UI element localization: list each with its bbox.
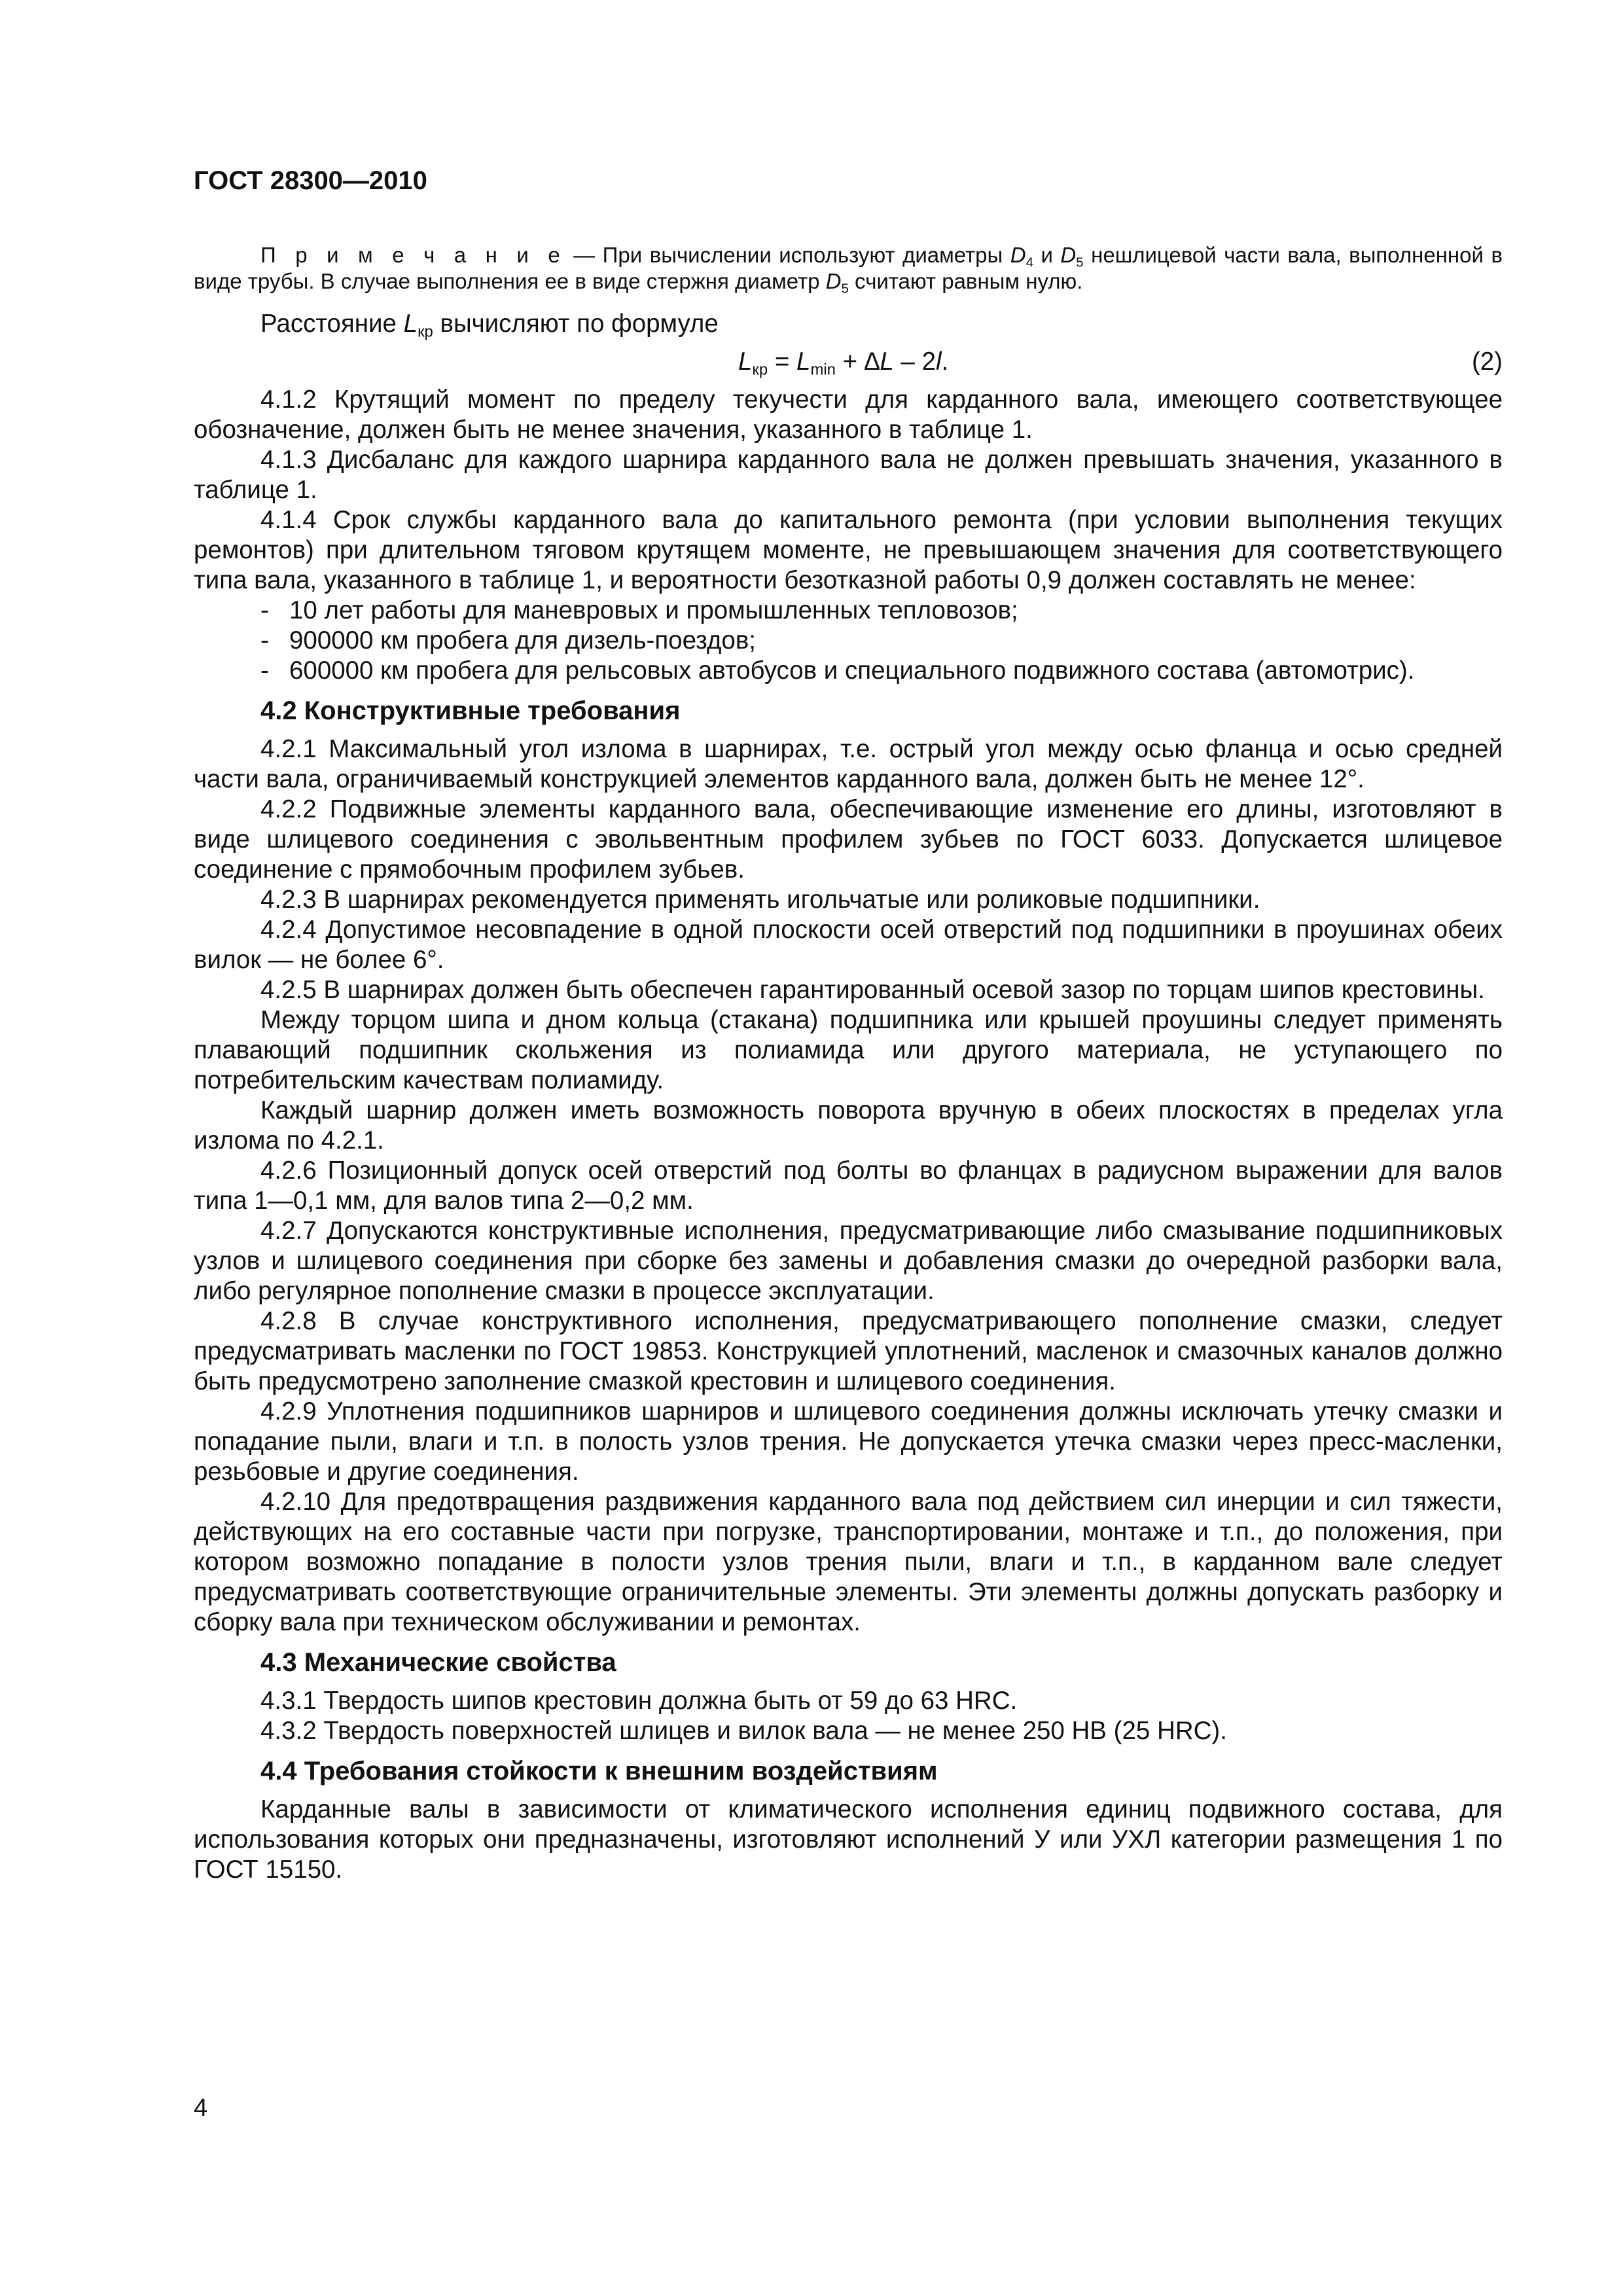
paragraph-4-2-1: 4.2.1 Максимальный угол излома в шарнирах, т.е. острый угол между осью фланца и осью средней части вала, ограничиваемый конструкцией элементов карданного вала, должен быть не менее 12°. <box>194 735 1503 793</box>
formula-plus: + <box>835 348 865 376</box>
paragraph-4-2-6: 4.2.6 Позиционный допуск осей отверстий под болты во фланцах в радиусном выражении для валов типа 1—0,1 мм, для валов типа 2—0,2 мм. <box>194 1157 1503 1215</box>
note-text-3: нешлицевой части вала, выполненной в виде трубы. В случае выполнения ее в виде стержня диаметр <box>194 243 1503 293</box>
list-item-text: 600000 км пробега для рельсовых автобусов и специального подвижного состава (автомотрис). <box>289 656 1415 685</box>
paragraph-4-2-8: 4.2.8 В случае конструктивного исполнения, предусматривающего пополнение смазки, следует предусматривать масленки по ГОСТ 19853. Конструкцией уплотнений, масленок и смазочных каналов должно быть предусмотрено заполнение смазкой крестовин и шлицевого соединения. <box>194 1307 1503 1395</box>
formula-number: (2) <box>1471 348 1503 376</box>
section-heading-4-3: 4.3 Механические свойства <box>260 1648 616 1677</box>
list-item <box>194 656 1503 686</box>
paragraph-4-2-5-b: Между торцом шипа и дном кольца (стакана) подшипника или крышей проушины следует применять плавающий подшипник скольжения из полиамида или другого материала, не уступающего по потребительским качествам полиамиду. <box>194 1006 1503 1094</box>
symbol-d5-second: D <box>825 269 842 293</box>
paragraph-4-3-1: 4.3.1 Твердость шипов крестовин должна быть от 59 до 63 HRC. <box>260 1687 1018 1715</box>
paragraph-4-2-7: 4.2.7 Допускаются конструктивные исполнения, предусматривающие либо смазывание подшипниковых узлов и шлицевого соединения при сборке без замены и добавления смазки до очередной разборки вала, либо регулярное пополнение смазки в процессе эксплуатации. <box>194 1217 1503 1305</box>
document-page <box>194 165 1503 1885</box>
paragraph-4-3-2: 4.3.2 Твердость поверхностей шлицев и вилок вала — не менее 250 НВ (25 HRC). <box>260 1717 1227 1745</box>
distance-text-2: вычисляют по формуле <box>433 310 719 338</box>
symbol-lkr: L <box>403 310 418 338</box>
paragraph-4-4: Карданные валы в зависимости от климатического исполнения единиц подвижного состава, для использования которых они предназначены, изготовляют исполнений У или УХЛ категории размещения 1 по ГОСТ 15150. <box>194 1795 1503 1884</box>
note-label: П р и м е ч а н и е <box>260 243 566 267</box>
formula-l-sub: кр <box>752 361 768 379</box>
symbol-d4-sub: 4 <box>1026 255 1033 270</box>
paragraph-4-1-4: 4.1.4 Срок службы карданного вала до капитального ремонта (при условии выполнения текущих ремонтов) при длительном тяговом крутящем моменте, не превышающем значения для соответствующего типа вала, указанного в таблице 1, и вероятности безотказной работы 0,9 должен составлять не менее: <box>194 506 1503 594</box>
symbol-d5-sub: 5 <box>1076 255 1084 270</box>
formula-small-l: l <box>935 348 942 376</box>
paragraph-4-2-3: 4.2.3 В шарнирах рекомендуется применять игольчатые или роликовые подшипники. <box>260 886 1260 914</box>
page-number: 4 <box>194 2094 208 2122</box>
symbol-d4: D <box>1010 243 1026 267</box>
list-dash: - <box>260 596 269 624</box>
note-text-4: считают равным нулю. <box>848 269 1083 293</box>
formula-dot: . <box>941 348 949 376</box>
formula-delta-l: ∆L <box>864 348 894 376</box>
paragraph-4-2-5-c: Каждый шарнир должен иметь возможность поворота вручную в обеих плоскостях в пределах угла излома по 4.2.1. <box>194 1096 1503 1155</box>
distance-text-1: Расстояние <box>260 310 404 338</box>
paragraph-4-2-10: 4.2.10 Для предотвращения раздвижения карданного вала под действием сил инерции и сил тяжести, действующих на его составные части при погрузке, транспортировании, монтаже и т.п., до положения, при котором возможно попадание в полости узлов трения пыли, влаги и т.п., в карданном вале следует предусматривать соответствующие ограничительные элементы. Эти элементы должны допускать разборку и сборку вала при техническом обслуживании и ремонтах. <box>194 1488 1503 1636</box>
distance-intro <box>194 309 1503 339</box>
formula-2 <box>194 344 1503 381</box>
symbol-d5: D <box>1060 243 1077 267</box>
formula-equals: = <box>768 348 797 376</box>
list-dash: - <box>260 626 269 655</box>
symbol-d5-second-sub: 5 <box>841 281 849 296</box>
paragraph-4-2-9: 4.2.9 Уплотнения подшипников шарниров и шлицевого соединения должны исключать утечку смазки и попадание пыли, влаги и т.п. в полость узлов трения. Не допускается утечка смазки через пресс-масленки, резьбовые и другие соединения. <box>194 1397 1503 1486</box>
symbol-lkr-sub: кр <box>418 323 433 341</box>
formula-expression <box>738 347 948 377</box>
note-text-2: и <box>1033 243 1061 267</box>
note-text-1: — При вычислении используют диаметры <box>565 243 1010 267</box>
section-heading-4-4: 4.4 Требования стойкости к внешним воздействиям <box>260 1757 938 1785</box>
document-header: ГОСТ 28300—2010 <box>194 166 427 195</box>
formula-minus: – 2 <box>893 348 936 376</box>
paragraph-4-1-3: 4.1.3 Дисбаланс для каждого шарнира карданного вала не должен превышать значения, указанного в таблице 1. <box>194 446 1503 504</box>
formula-l: L <box>738 348 753 376</box>
formula-lmin: L <box>796 348 811 376</box>
paragraph-4-2-4: 4.2.4 Допустимое несовпадение в одной плоскости осей отверстий под подшипники в проушинах обеих вилок — не более 6°. <box>194 916 1503 974</box>
paragraph-4-2-2: 4.2.2 Подвижные элементы карданного вала, обеспечивающие изменение его длины, изготовляют в виде шлицевого соединения с эвольвентным профилем зубьев по ГОСТ 6033. Допускается шлицевое соединение с прямобочным профилем зубьев. <box>194 795 1503 884</box>
formula-lmin-sub: min <box>810 361 836 379</box>
list-item <box>194 596 1503 626</box>
list-dash: - <box>260 656 269 685</box>
list-item-text: 900000 км пробега для дизель-поездов; <box>289 626 756 655</box>
list-item <box>194 626 1503 656</box>
section-heading-4-2: 4.2 Конструктивные требования <box>260 696 681 725</box>
paragraph-4-1-2: 4.1.2 Крутящий момент по пределу текучести для карданного вала, имеющего соответствующее обозначение, должен быть не менее значения, указанного в таблице 1. <box>194 386 1503 444</box>
note-paragraph <box>194 242 1503 295</box>
paragraph-4-2-5: 4.2.5 В шарнирах должен быть обеспечен гарантированный осевой зазор по торцам шипов крестовины. <box>260 976 1485 1004</box>
list-item-text: 10 лет работы для маневровых и промышленных тепловозов; <box>289 596 1018 624</box>
